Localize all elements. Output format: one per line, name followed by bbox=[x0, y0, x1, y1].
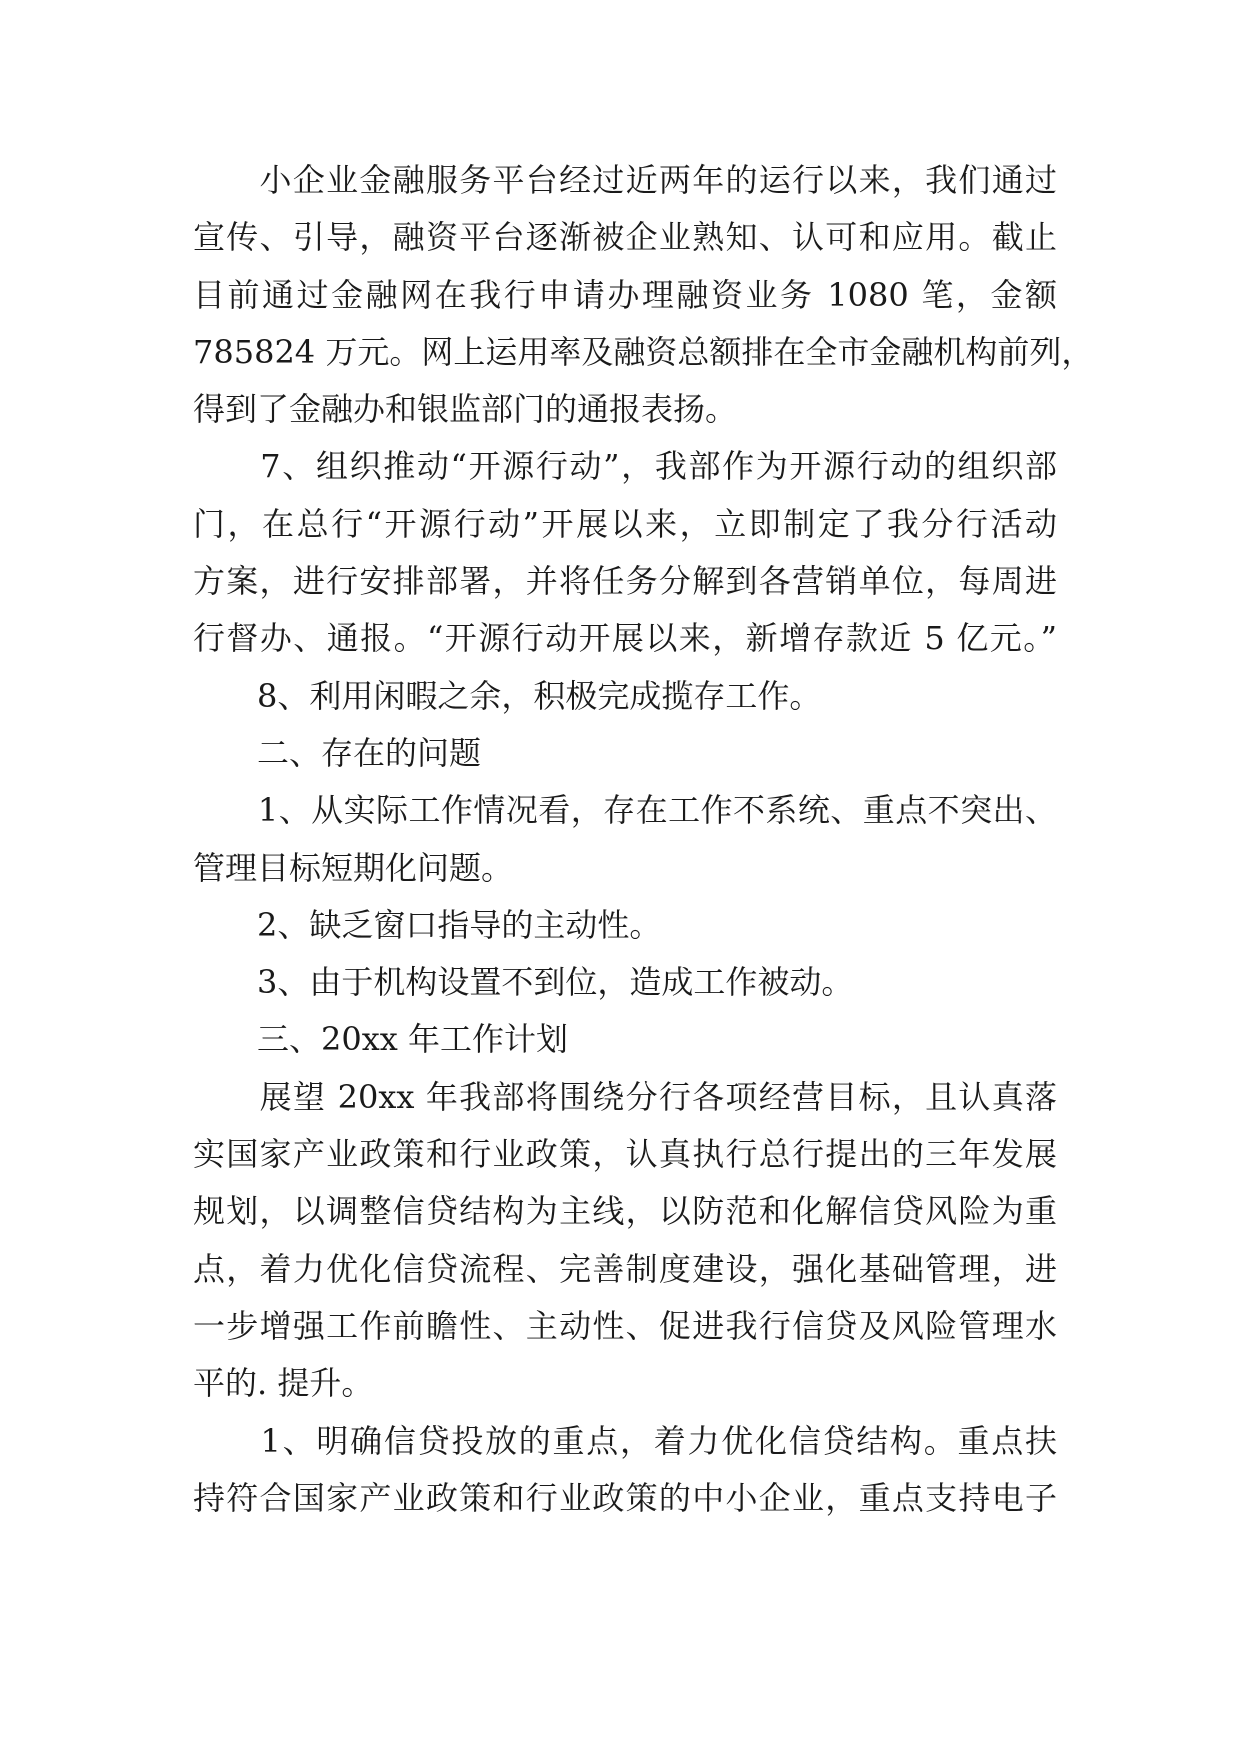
section-heading-plan: 三、20xx 年工作计划 bbox=[193, 1020, 568, 1059]
text-line-9: 行督办、通报。“开源行动开展以来，新增存款近 5 亿元。” bbox=[193, 619, 1057, 658]
document-page bbox=[193, 152, 1094, 1527]
text-line-12: 1、从实际工作情况看，存在工作不系统、重点不突出、 bbox=[193, 791, 1057, 830]
text-line-21: 一步增强工作前瞻性、主动性、促进我行信贷及风险管理水 bbox=[193, 1306, 1057, 1345]
text-line-2: 宣传、引导，融资平台逐渐被企业熟知、认可和应用。截止 bbox=[193, 218, 1057, 257]
text-line-18: 实国家产业政策和行业政策，认真执行总行提出的三年发展 bbox=[193, 1135, 1057, 1174]
text-line-14: 2、缺乏窗口指导的主动性。 bbox=[193, 905, 662, 944]
text-line-19: 规划，以调整信贷结构为主线，以防范和化解信贷风险为重 bbox=[193, 1192, 1057, 1231]
text-line-4: 785824 万元。网上运用率及融资总额排在全市金融机构前列， bbox=[193, 332, 1094, 371]
text-line-8: 方案，进行安排部署，并将任务分解到各营销单位，每周进 bbox=[193, 562, 1057, 601]
text-line-20: 点，着力优化信贷流程、完善制度建设，强化基础管理，进 bbox=[193, 1249, 1057, 1288]
text-line-13: 管理目标短期化问题。 bbox=[193, 848, 514, 887]
text-line-6: 7、组织推动“开源行动”，我部作为开源行动的组织部 bbox=[193, 447, 1057, 486]
text-line-1: 小企业金融服务平台经过近两年的运行以来，我们通过 bbox=[193, 161, 1057, 199]
text-line-17: 展望 20xx 年我部将围绕分行各项经营目标，且认真落 bbox=[193, 1077, 1057, 1116]
text-line-7: 门，在总行“开源行动”开展以来，立即制定了我分行活动 bbox=[193, 504, 1057, 543]
text-line-5: 得到了金融办和银监部门的通报表扬。 bbox=[193, 390, 738, 429]
text-line-10: 8、利用闲暇之余，积极完成揽存工作。 bbox=[193, 676, 822, 715]
text-line-24: 持符合国家产业政策和行业政策的中小企业，重点支持电子 bbox=[193, 1478, 1057, 1517]
text-line-22: 平的. 提升。 bbox=[193, 1364, 374, 1403]
text-line-23: 1、明确信贷投放的重点，着力优化信贷结构。重点扶 bbox=[193, 1421, 1057, 1460]
text-line-3: 目前通过金融网在我行申请办理融资业务 1080 笔，金额 bbox=[193, 275, 1057, 314]
text-line-15: 3、由于机构设置不到位，造成工作被动。 bbox=[193, 963, 854, 1002]
section-heading-problems: 二、存在的问题 bbox=[193, 733, 482, 772]
